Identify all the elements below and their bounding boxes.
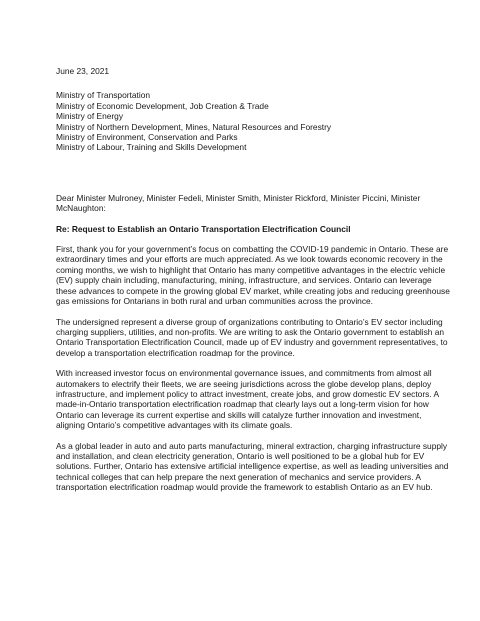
subject-line: Re: Request to Establish an Ontario Transportation Electrification Council [56, 223, 351, 234]
recipient-line: Ministry of Labour, Training and Skills Development [56, 142, 247, 153]
letter-date: June 23, 2021 [56, 66, 110, 76]
salutation: Dear Minister Mulroney, Minister Fedeli, Minister Smith, Minister Rickford, Minister Piccini, Minister McNaughton: [56, 192, 421, 214]
recipient-line: Ministry of Economic Development, Job Creation & Trade [56, 100, 269, 111]
body-paragraph: As a global leader in auto and auto parts manufacturing, mineral extraction, charging infrastructure supply and installation, and clean electricity generation, Ontario is well positioned to be a global hub for EV solutions. Further, Ontario has extensive artificial intelligence expertise, as well as leading universities and technical colleges that can help prepare the next generation of mechanics and service providers. A transportation electrification roadmap would provide the framework to establish Ontario as an EV hub. [56, 440, 449, 493]
recipient-list [56, 90, 452, 152]
recipient-line: Ministry of Northern Development, Mines, Natural Resources and Forestry [56, 121, 332, 132]
letter-page [56, 66, 452, 503]
recipient-line: Ministry of Transportation [56, 90, 151, 101]
body-paragraph: The undersigned represent a diverse group of organizations contributing to Ontario’s EV sector including charging suppliers, utilities, and non-profits. We are writing to ask the Ontario government to establish an Ontario Transportation Electrification Council, made up of EV industry and government representatives, to develop a transportation electrification roadmap for the province. [56, 316, 448, 358]
body-paragraph: With increased investor focus on environmental governance issues, and commitments from almost all automakers to electrify their fleets, we are seeing jurisdictions across the globe develop plans, deploy infrastructure, and implement policy to attract investment, create jobs, and grow domestic EV sectors. A made-in-Ontario transportation electrification roadmap that clearly lays out a long-term vision for how Ontario can leverage its current expertise and skills will catalyze further innovation and investment, aligning Ontario’s competitive advantages with its climate goals. [56, 368, 439, 431]
body-paragraph: First, thank you for your government’s focus on combatting the COVID-19 pandemic in Ontario. These are extraordinary times and your efforts are much appreciated. As we look towards economic recovery in the coming months, we wish to highlight that Ontario has many competitive advantages in the electric vehicle (EV) supply chain including, manufacturing, mining, infrastructure, and services. Ontario can leverage these advances to compete in the growing global EV market, while creating jobs and reducing greenhouse gas emissions for Ontarians in both rural and urban communities across the province. [56, 244, 450, 307]
recipient-line: Ministry of Environment, Conservation and Parks [56, 132, 238, 143]
recipient-line: Ministry of Energy [56, 111, 124, 122]
